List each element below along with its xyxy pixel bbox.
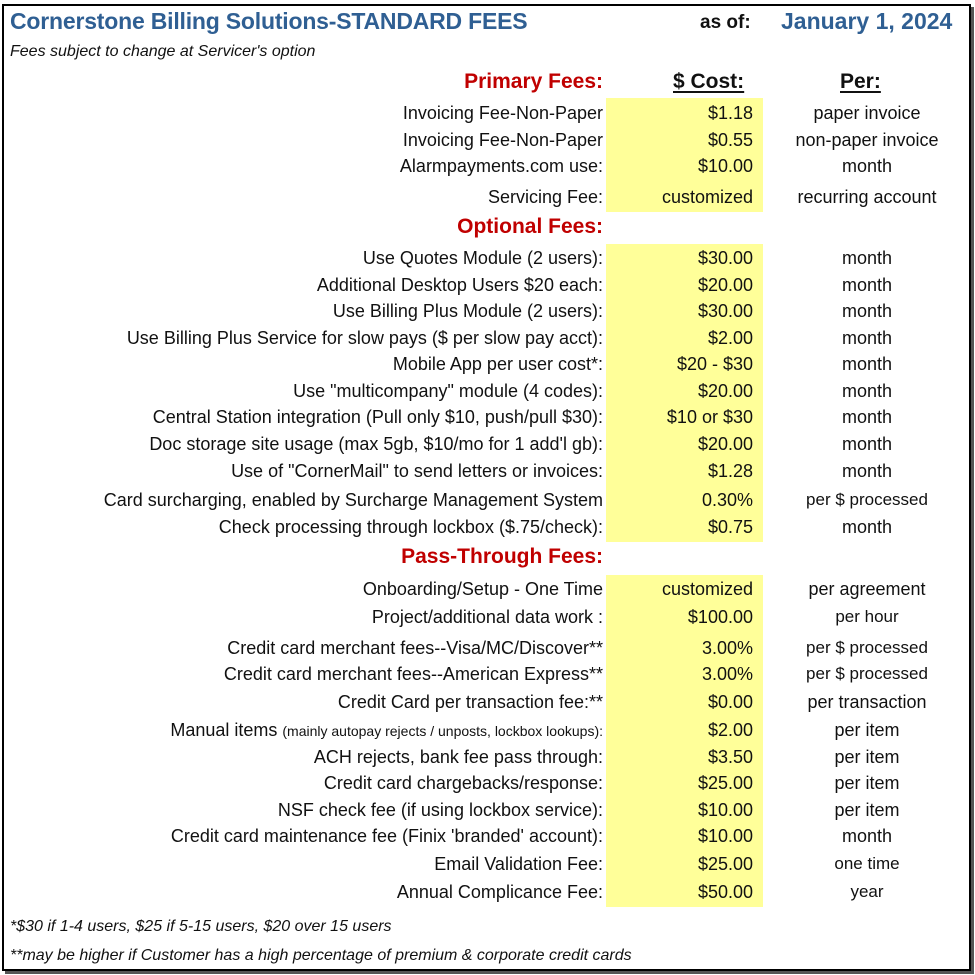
fee-per: year: [850, 882, 884, 901]
fee-row: [0, 351, 975, 377]
fee-per: month: [841, 275, 893, 295]
fee-per: month: [841, 434, 893, 454]
fee-label: Invoicing Fee-Non-Paper: [402, 103, 603, 123]
fee-per: non-paper invoice: [795, 130, 939, 150]
fee-label: Mobile App per user cost*:: [392, 354, 603, 374]
fee-label: NSF check fee (if using lockbox service):: [277, 800, 603, 820]
fee-cost: $30.00: [697, 301, 753, 321]
fee-per: paper invoice: [813, 103, 921, 123]
section-heading-pass-through: Pass-Through Fees:: [401, 545, 603, 568]
fee-label: Doc storage site usage (max 5gb, $10/mo for 1 add'l gb):: [149, 434, 603, 454]
fee-per: one time: [834, 854, 900, 873]
fee-per: month: [841, 301, 893, 321]
fee-row: [0, 797, 975, 823]
footnote-credit-card: **may be higher if Customer has a high percentage of premium & corporate credit cards: [10, 947, 632, 964]
fee-row: [0, 100, 975, 126]
footnote-mobile-app: *$30 if 1-4 users, $25 if 5-15 users, $20 over 15 users: [10, 918, 392, 935]
fee-row: [0, 770, 975, 796]
fee-row: [0, 458, 975, 484]
fee-row: [0, 127, 975, 153]
fee-row: [0, 661, 975, 687]
column-header-per: Per:: [840, 70, 881, 93]
fee-cost: customized: [661, 579, 753, 599]
as-of-label: as of:: [700, 12, 751, 33]
fee-row: [0, 576, 975, 602]
fee-cost: $20 - $30: [676, 354, 753, 374]
fee-label: Project/additional data work :: [371, 607, 603, 627]
fee-per: per item: [834, 747, 900, 767]
fee-per: month: [841, 407, 893, 427]
fee-label: Email Validation Fee:: [434, 854, 603, 874]
fee-per: month: [841, 381, 893, 401]
fee-row: [0, 298, 975, 324]
fee-label: Card surcharging, enabled by Surcharge Management System: [103, 490, 603, 510]
fee-row: [0, 378, 975, 404]
fee-cost: 3.00%: [701, 664, 753, 684]
fee-row: [0, 431, 975, 457]
fee-label-main: Manual items: [170, 720, 278, 740]
fee-cost: $1.28: [707, 461, 753, 481]
fee-per: month: [841, 517, 893, 537]
fee-row: [0, 325, 975, 351]
fee-cost: $20.00: [697, 434, 753, 454]
fee-row: [0, 272, 975, 298]
fee-row: [0, 404, 975, 430]
fee-per: month: [841, 156, 893, 176]
fee-cost: 3.00%: [701, 638, 753, 658]
fee-label: Alarmpayments.com use:: [399, 156, 603, 176]
fee-cost: $2.00: [707, 328, 753, 348]
fee-label: ACH rejects, bank fee pass through:: [313, 747, 603, 767]
fee-row: [0, 153, 975, 179]
fee-label: Use of "CornerMail" to send letters or invoices:: [231, 461, 603, 481]
fee-per: month: [841, 328, 893, 348]
fee-row: [0, 184, 975, 210]
fee-cost: $10.00: [697, 156, 753, 176]
fee-cost: $10 or $30: [666, 407, 753, 427]
fee-per: per item: [834, 773, 900, 793]
fee-label: Onboarding/Setup - One Time: [362, 579, 603, 599]
fee-cost: customized: [661, 187, 753, 207]
fee-cost: $100.00: [687, 607, 753, 627]
as-of-date: January 1, 2024: [781, 8, 953, 34]
fee-cost: $0.00: [707, 692, 753, 712]
fee-cost: $20.00: [697, 381, 753, 401]
fee-per: per item: [834, 800, 900, 820]
fee-cost: 0.30%: [701, 490, 753, 510]
fee-label: Annual Complicance Fee:: [396, 882, 603, 902]
fee-label: Credit card maintenance fee (Finix 'branded' account):: [170, 826, 603, 846]
fee-cost: $0.55: [707, 130, 753, 150]
fee-label: Credit card merchant fees--American Express**: [223, 664, 603, 684]
fee-row: [0, 879, 975, 905]
fee-label: Check processing through lockbox ($.75/check):: [218, 517, 603, 537]
fee-row: [0, 635, 975, 661]
fee-label: Central Station integration (Pull only $10, push/pull $30):: [152, 407, 603, 427]
fee-per: per item: [834, 720, 900, 740]
fee-cost: $25.00: [697, 773, 753, 793]
fee-label: Credit Card per transaction fee:**: [337, 692, 603, 712]
fee-row: [0, 604, 975, 630]
fee-label: Servicing Fee:: [487, 187, 603, 207]
fee-per: per hour: [835, 607, 899, 626]
fee-label: Credit card chargebacks/response:: [323, 773, 603, 793]
fee-row: [0, 823, 975, 849]
fee-row: [0, 744, 975, 770]
fee-row: [0, 245, 975, 271]
fee-row: [0, 487, 975, 513]
page-title: Cornerstone Billing Solutions-STANDARD FEES: [10, 8, 528, 34]
fee-label: Use "multicompany" module (4 codes):: [293, 381, 603, 401]
fee-row: [0, 851, 975, 877]
fee-label: Additional Desktop Users $20 each:: [316, 275, 603, 295]
fee-per: per agreement: [808, 579, 926, 599]
fee-row: [0, 514, 975, 540]
fee-label: [170, 717, 603, 744]
fee-cost: $3.50: [707, 747, 753, 767]
fee-label: Use Billing Plus Service for slow pays ($ per slow pay acct):: [126, 328, 603, 348]
fee-per: per $ processed: [806, 638, 928, 657]
section-heading-optional: Optional Fees:: [457, 215, 603, 238]
fee-row: [0, 717, 975, 743]
fee-per: per transaction: [807, 692, 927, 712]
fee-per: month: [841, 354, 893, 374]
fee-cost: $25.00: [697, 854, 753, 874]
fee-row: [0, 689, 975, 715]
fee-cost: $50.00: [697, 882, 753, 902]
fee-cost: $1.18: [707, 103, 753, 123]
fee-cost: $0.75: [707, 517, 753, 537]
fee-per: month: [841, 248, 893, 268]
section-heading-primary: Primary Fees:: [464, 70, 603, 93]
fee-per: month: [841, 826, 893, 846]
fee-label: Use Billing Plus Module (2 users):: [332, 301, 603, 321]
fee-label: Invoicing Fee-Non-Paper: [402, 130, 603, 150]
fee-cost: $10.00: [697, 826, 753, 846]
fee-cost: $2.00: [707, 720, 753, 740]
fee-cost: $30.00: [697, 248, 753, 268]
fee-cost: $10.00: [697, 800, 753, 820]
fee-label: Use Quotes Module (2 users):: [362, 248, 603, 268]
fee-label-note: (mainly autopay rejects / unposts, lockbox lookups):: [282, 723, 603, 739]
fee-per: recurring account: [797, 187, 937, 207]
fee-label: Credit card merchant fees--Visa/MC/Discover**: [227, 638, 603, 658]
fee-per: month: [841, 461, 893, 481]
column-header-cost: $ Cost:: [673, 70, 745, 93]
fee-per: per $ processed: [806, 490, 928, 509]
fee-cost: $20.00: [697, 275, 753, 295]
subtitle-note: Fees subject to change at Servicer's option: [10, 43, 316, 60]
fee-per: per $ processed: [806, 664, 928, 683]
